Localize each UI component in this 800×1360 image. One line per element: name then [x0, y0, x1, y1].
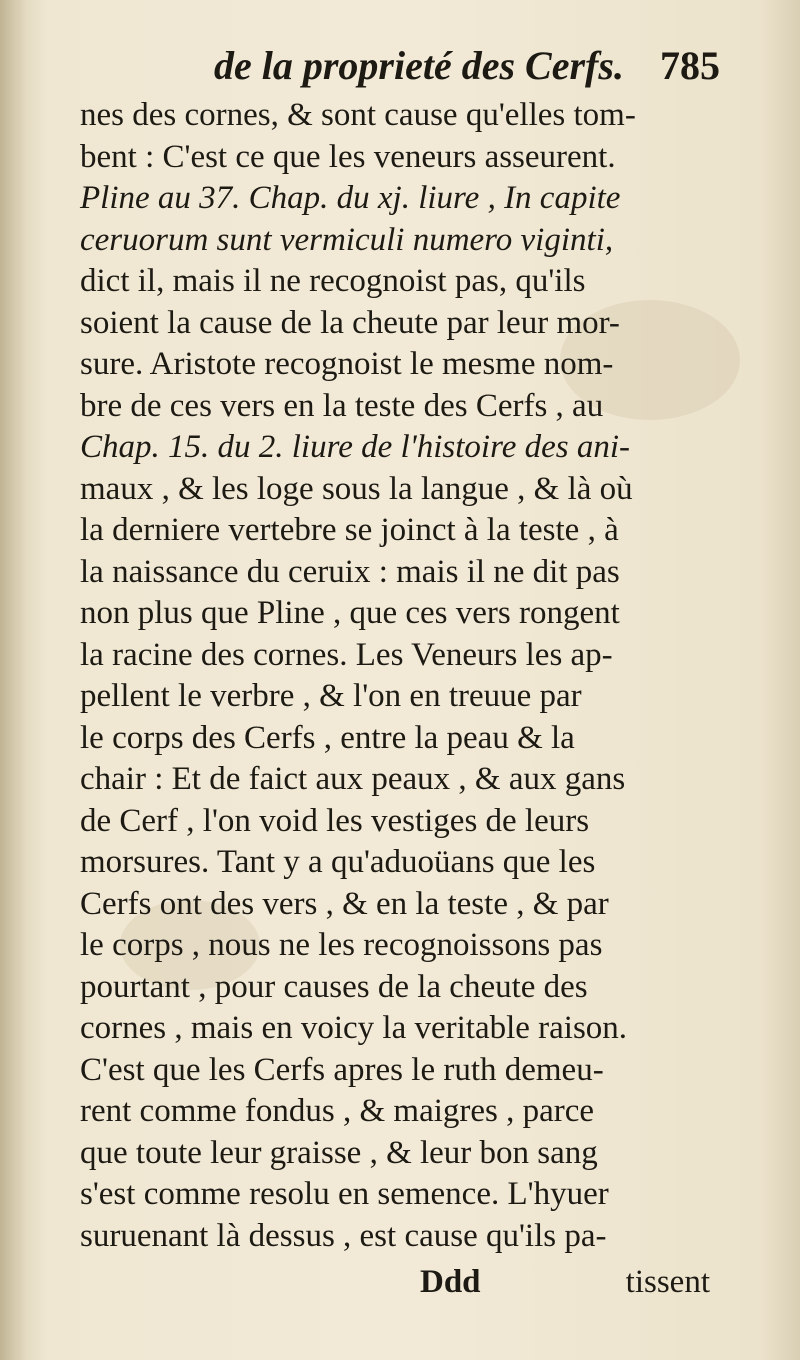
page-header	[200, 38, 720, 94]
text-line: pourtant , pour causes de la cheute des	[80, 968, 588, 1005]
text-line: rent comme fondus , & maigres , parce	[80, 1093, 595, 1129]
text-line: morsures. Tant y a qu'aduoüans que les	[80, 844, 596, 880]
text-line: s'est comme resolu en semence. L'hyuer	[80, 1176, 609, 1212]
text-line: suruenant là dessus , est cause qu'ils pa-	[80, 1217, 607, 1254]
signature-mark: Ddd	[420, 1264, 481, 1300]
running-title: de la proprieté des Cerfs.	[214, 43, 624, 88]
page-number: 785	[660, 43, 720, 88]
text-line: le corps des Cerfs , entre la peau & la	[80, 719, 575, 756]
text-line: ceruorum sunt vermiculi numero viginti,	[80, 221, 614, 258]
text-line: Cerfs ont des vers , & en la teste , & par	[80, 885, 609, 922]
text-line: la derniere vertebre se joinct à la teste , à	[80, 512, 619, 548]
text-line: soient la cause de la cheute par leur mor-	[80, 304, 620, 341]
body-text	[80, 95, 710, 1257]
text-line: Chap. 15. du 2. liure de l'histoire des ani-	[80, 429, 630, 465]
text-line: dict il, mais il ne recognoist pas, qu'ils	[80, 263, 586, 299]
text-line: C'est que les Cerfs apres le ruth demeu-	[80, 1051, 604, 1088]
text-line: pellent le verbre , & l'on en treuue par	[80, 678, 582, 714]
text-line: que toute leur graisse , & leur bon sang	[80, 1134, 598, 1171]
page-gutter	[0, 0, 26, 1360]
text-line: non plus que Pline , que ces vers rongent	[80, 595, 620, 631]
text-line: bre de ces vers en la teste des Cerfs , au	[80, 387, 604, 424]
text-line: cornes , mais en voicy la veritable raison.	[80, 1010, 628, 1046]
text-line: nes des cornes, & sont cause qu'elles tom-	[80, 97, 636, 133]
text-line: de Cerf , l'on void les vestiges de leurs	[80, 802, 590, 839]
text-line: chair : Et de faict aux peaux , & aux gans	[80, 761, 626, 797]
text-line: Pline au 37. Chap. du xj. liure , In capite	[80, 180, 621, 216]
catchword: tissent	[625, 1264, 710, 1300]
text-line: le corps , nous ne les recognoissons pas	[80, 927, 603, 963]
text-line: la naissance du ceruix : mais il ne dit pas	[80, 553, 620, 590]
text-line: sure. Aristote recognoist le mesme nom-	[80, 346, 614, 382]
text-line: bent : C'est ce que les veneurs asseurent.	[80, 138, 616, 175]
text-line: maux , & les loge sous la langue , & là où	[80, 470, 633, 507]
text-line: la racine des cornes. Les Veneurs les ap-	[80, 636, 613, 673]
